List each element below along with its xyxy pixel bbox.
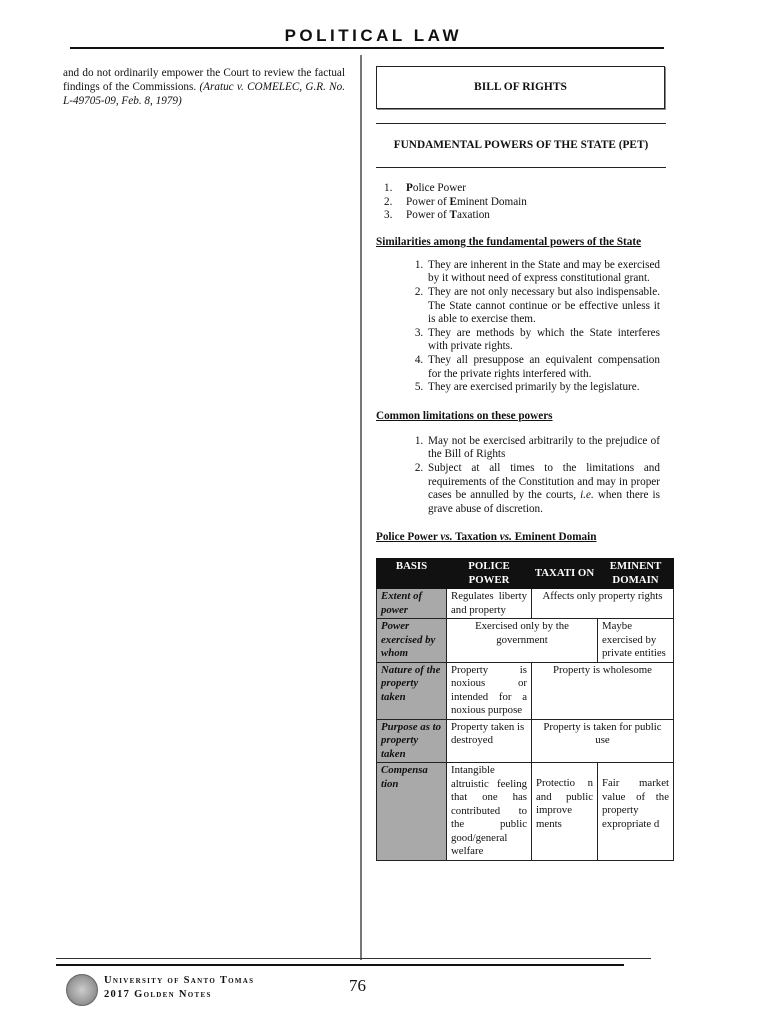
page-number: 76 [349, 976, 366, 995]
heading-part: vs. [499, 531, 512, 544]
heading-part: Eminent Domain [511, 531, 597, 544]
table-row [377, 763, 674, 861]
table-cell: Protectio n and public improve ments [532, 763, 598, 861]
bill-of-rights-box: BILL OF RIGHTS [376, 66, 665, 109]
basis-cell: Nature of the property taken [377, 662, 447, 719]
list-item: 4. They all presuppose an equivalent compensation for the private rights interfered with. [426, 354, 660, 381]
header-rule [70, 47, 664, 49]
case-citation: (Aratuc v. COMELEC, G.R. No. L-49705-09, Feb. 8, 1979) [63, 81, 345, 107]
basis-cell: Power exercised by whom [377, 619, 447, 663]
footer-publication: 2017 Golden Notes [104, 989, 212, 1000]
list-item-prefix: Power of [406, 195, 450, 208]
comparison-table [376, 558, 674, 861]
column-header-basis: BASIS [377, 559, 447, 589]
university-seal-icon [66, 974, 98, 1006]
heading-part: Police Power [376, 531, 441, 544]
list-item: 1. May not be exercised arbitrarily to the prejudice of the Bill of Rights [426, 435, 660, 462]
table-cell: Property is taken for public use [532, 719, 674, 763]
right-column [376, 66, 674, 861]
table-cell: Property is wholesome [532, 662, 674, 719]
column-header-police: POLICE POWER [447, 559, 532, 589]
table-row [377, 589, 674, 619]
table-row [377, 719, 674, 763]
list-item [384, 209, 674, 223]
list-item-prefix: Power of [406, 209, 450, 222]
acronym-letter: E [449, 195, 457, 208]
list-item-number: 2. [384, 195, 393, 208]
column-header-taxation: TAXATI ON [532, 559, 598, 589]
limitations-list [376, 435, 660, 517]
list-item-text: axation [456, 209, 490, 222]
table-cell: Regulates liberty and property [447, 589, 532, 619]
list-item: 5. They are exercised primarily by the legislature. [426, 381, 660, 395]
footer-rule [56, 958, 651, 959]
list-item-text: minent Domain [456, 195, 527, 208]
acronym-letter: P [406, 182, 413, 194]
similarities-list [376, 259, 660, 395]
column-header-eminent: EMINENT DOMAIN [598, 559, 674, 589]
list-item-text: olice Power [412, 182, 466, 194]
list-item: 2. They are not only necessary but also indispensable. The State cannot continue or be effective unless it is able to exercise them. [426, 286, 660, 327]
table-cell: Property is noxious or intended for a noxious purpose [447, 662, 532, 719]
table-header-row [377, 559, 674, 589]
basis-cell: Purpose as to property taken [377, 719, 447, 763]
heading-part: Taxation [452, 531, 500, 544]
basis-cell: Extent of power [377, 589, 447, 619]
section-title: FUNDAMENTAL POWERS OF THE STATE (PET) [376, 123, 666, 168]
list-item [384, 196, 674, 210]
table-cell: Affects only property rights [532, 589, 674, 619]
page-header-title: POLITICAL LAW [284, 26, 462, 45]
list-item: 1. They are inherent in the State and may be exercised by it without need of express constitutional grant. [426, 259, 660, 286]
footer-university: University of Santo Tomas [104, 975, 255, 986]
left-column-text [63, 66, 345, 108]
list-item-number: 1. [384, 182, 393, 194]
column-divider [360, 55, 362, 960]
list-item-number: 3. [384, 209, 393, 222]
heading-part: vs. [440, 531, 453, 544]
footer-rule-thick [56, 964, 624, 966]
table-row [377, 662, 674, 719]
table-cell: Maybe exercised by private entities [598, 619, 674, 663]
list-item [384, 182, 674, 196]
basis-cell: Compensa tion [377, 763, 447, 861]
list-item: 3. They are methods by which the State interferes with private rights. [426, 327, 660, 354]
acronym-letter: T [449, 209, 457, 222]
table-cell: Property taken is destroyed [447, 719, 532, 763]
table-row [377, 619, 674, 663]
limitations-heading: Common limitations on these powers [376, 409, 553, 422]
table-cell: Intangible altruistic feeling that one has contributed to the public good/general welfare [447, 763, 532, 861]
similarities-heading: Similarities among the fundamental powers of the State [376, 235, 642, 248]
comparison-heading [376, 530, 660, 544]
list-item: 2. Subject at all times to the limitations and requirements of the Constitution and may in proper cases be annulled by the courts, i.e. when there is grave abuse of discretion. [426, 462, 660, 516]
left-column-plain-text: and do not ordinarily empower the Court to review the factual findings of the Commissions. [63, 67, 345, 93]
table-cell: Fair market value of the property expropriate d [598, 763, 674, 861]
table-cell: Exercised only by the government [447, 619, 598, 663]
powers-list [376, 182, 674, 223]
